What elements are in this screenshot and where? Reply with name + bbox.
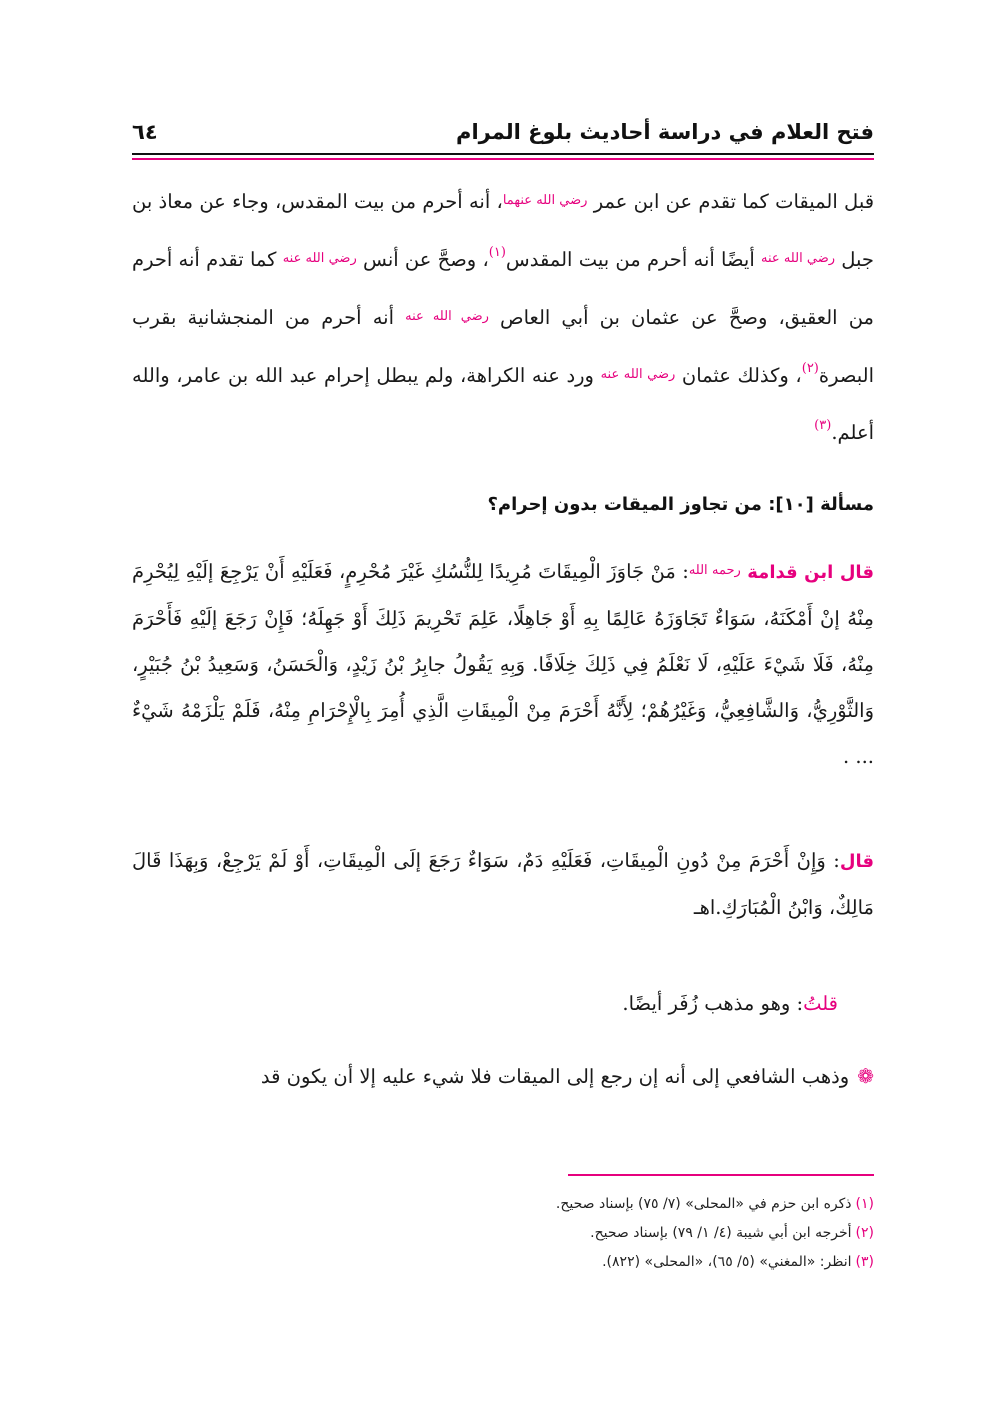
text-run: أنه أحرم من المنجشانية بقرب البصرة	[132, 306, 875, 387]
author-note-text: : وهو مذهب زُفَر أيضًا.	[622, 992, 804, 1015]
footnotes	[460, 1190, 874, 1277]
issue-heading	[132, 494, 874, 515]
text-run: ، وكذلك عثمان	[681, 364, 802, 387]
quote-continued	[132, 838, 874, 931]
honorific-mark: رضي الله عنه	[600, 367, 676, 382]
paragraph-text: وذهب الشافعي إلى أنه إن رجع إلى الميقات فلا شيء عليه إلا أن يكون قد	[260, 1065, 850, 1088]
page-header	[132, 112, 874, 152]
text-run: كما تقدم أنه أحرم من العقيق، وصحَّ عن عثمان بن أبي العاص	[132, 248, 874, 329]
author-note	[132, 984, 838, 1024]
text-run: أيضًا أنه أحرم من بيت المقدس	[505, 248, 761, 271]
footnote-ref[interactable]: (٢)	[801, 361, 819, 376]
footnote-item	[460, 1219, 874, 1248]
footnote-number: (١)	[855, 1196, 874, 1212]
paragraph-intro	[132, 172, 874, 461]
footnote-item	[460, 1248, 874, 1277]
honorific-mark: رضي الله عنه	[282, 251, 357, 266]
speaker-label: قال ابن قدامة	[747, 562, 874, 583]
quote-text: : وَإِنْ أَحْرَمَ مِنْ دُونِ الْمِيقَاتِ، فَعَلَيْهِ دَمٌ، سَوَاءٌ رَجَعَ إلَى الْمِيقَاتِ، أَوْ لَمْ يَرْجِعْ، وَبِهَذَا قَالَ مَالِكٌ، وَابْنُ الْمُبَارَكِ.اهـ	[132, 849, 874, 919]
footnote-separator	[568, 1174, 874, 1176]
header-rule-black	[132, 153, 874, 155]
quote-ibn-qudama	[132, 548, 874, 780]
issue-question: من تجاوز الميقات بدون إحرام؟	[487, 494, 762, 515]
header-rule-pink	[132, 158, 874, 160]
footnote-number: (٢)	[855, 1225, 874, 1241]
honorific-mark: رضي الله عنهما	[502, 193, 588, 208]
author-note-label: قلتُ	[803, 992, 838, 1015]
page-number: ٦٤	[132, 120, 158, 144]
footnote-text: أخرجه ابن أبي شيبة (٤/ ١/ ٧٩) بإسناد صحيح.	[590, 1225, 852, 1241]
text-run: ورد عنه الكراهة، ولم يبطل إحرام عبد الله بن عامر، والله أعلم.	[132, 364, 874, 444]
paragraph-shafii	[132, 1056, 874, 1097]
quote-text: : مَنْ جَاوَزَ الْمِيقَاتَ مُرِيدًا لِلنُّسُكِ غَيْرَ مُحْرِمٍ، فَعَلَيْهِ أَنْ يَرْجِعَ إلَيْهِ لِيُحْرِمَ مِنْهُ إنْ أَمْكَنَهُ، سَوَاءٌ تَجَاوَزَهُ عَالِمًا بِهِ أَوْ جَاهِلًا، عَلِمَ تَحْرِيمَ ذَلِكَ أَوْ جَهِلَهُ؛ فَإِنْ رَجَعَ إلَيْهِ فَأَحْرَمَ مِنْهُ، فَلَا شَيْءَ عَلَيْهِ، لَا نَعْلَمُ فِي ذَلِكَ خِلَافًا. وَبِهِ يَقُولُ جابِرُ بْنُ زَيْدٍ، وَالْحَسَنُ، وَسَعِيدُ بْنُ جُبَيْرٍ، وَالثَّوْرِيُّ، وَالشَّافِعِيُّ، وَغَيْرُهُمْ؛ لِأَنَّهُ أَحْرَمَ مِنْ الْمِيقَاتِ الَّذِي أُمِرَ بِالْإِحْرَامِ مِنْهُ، فَلَمْ يَلْزَمْهُ شَيْءٌ ... .	[132, 560, 874, 768]
footnote-ref[interactable]: (٣)	[814, 418, 832, 433]
text-run: ، وصحَّ عن أنس	[362, 248, 489, 271]
issue-label: مسألة [١٠]:	[768, 494, 874, 515]
footnote-text: ذكره ابن حزم في «المحلى» (٧/ ٧٥) بإسناد صحيح.	[555, 1196, 852, 1212]
text-run: ، أنه أحرم من بيت المقدس، وجاء عن معاذ بن جبل	[132, 190, 874, 271]
footnote-number: (٣)	[855, 1254, 874, 1270]
text-run: قبل الميقات كما تقدم عن ابن عمر	[593, 190, 875, 213]
book-title: فتح العلام في دراسة أحاديث بلوغ المرام	[456, 120, 874, 144]
honorific-mark: رحمه الله	[688, 563, 741, 578]
flower-bullet-icon: ❁	[857, 1064, 874, 1088]
footnote-item	[460, 1190, 874, 1219]
speaker-label: قال	[839, 851, 874, 872]
footnote-text: انظر: «المغني» (٥/ ٦٥)، «المحلى» (٨٢٢).	[602, 1254, 852, 1270]
honorific-mark: رضي الله عنه	[405, 309, 489, 324]
footnote-ref[interactable]: (١)	[488, 245, 506, 260]
honorific-mark: رضي الله عنه	[761, 251, 836, 266]
